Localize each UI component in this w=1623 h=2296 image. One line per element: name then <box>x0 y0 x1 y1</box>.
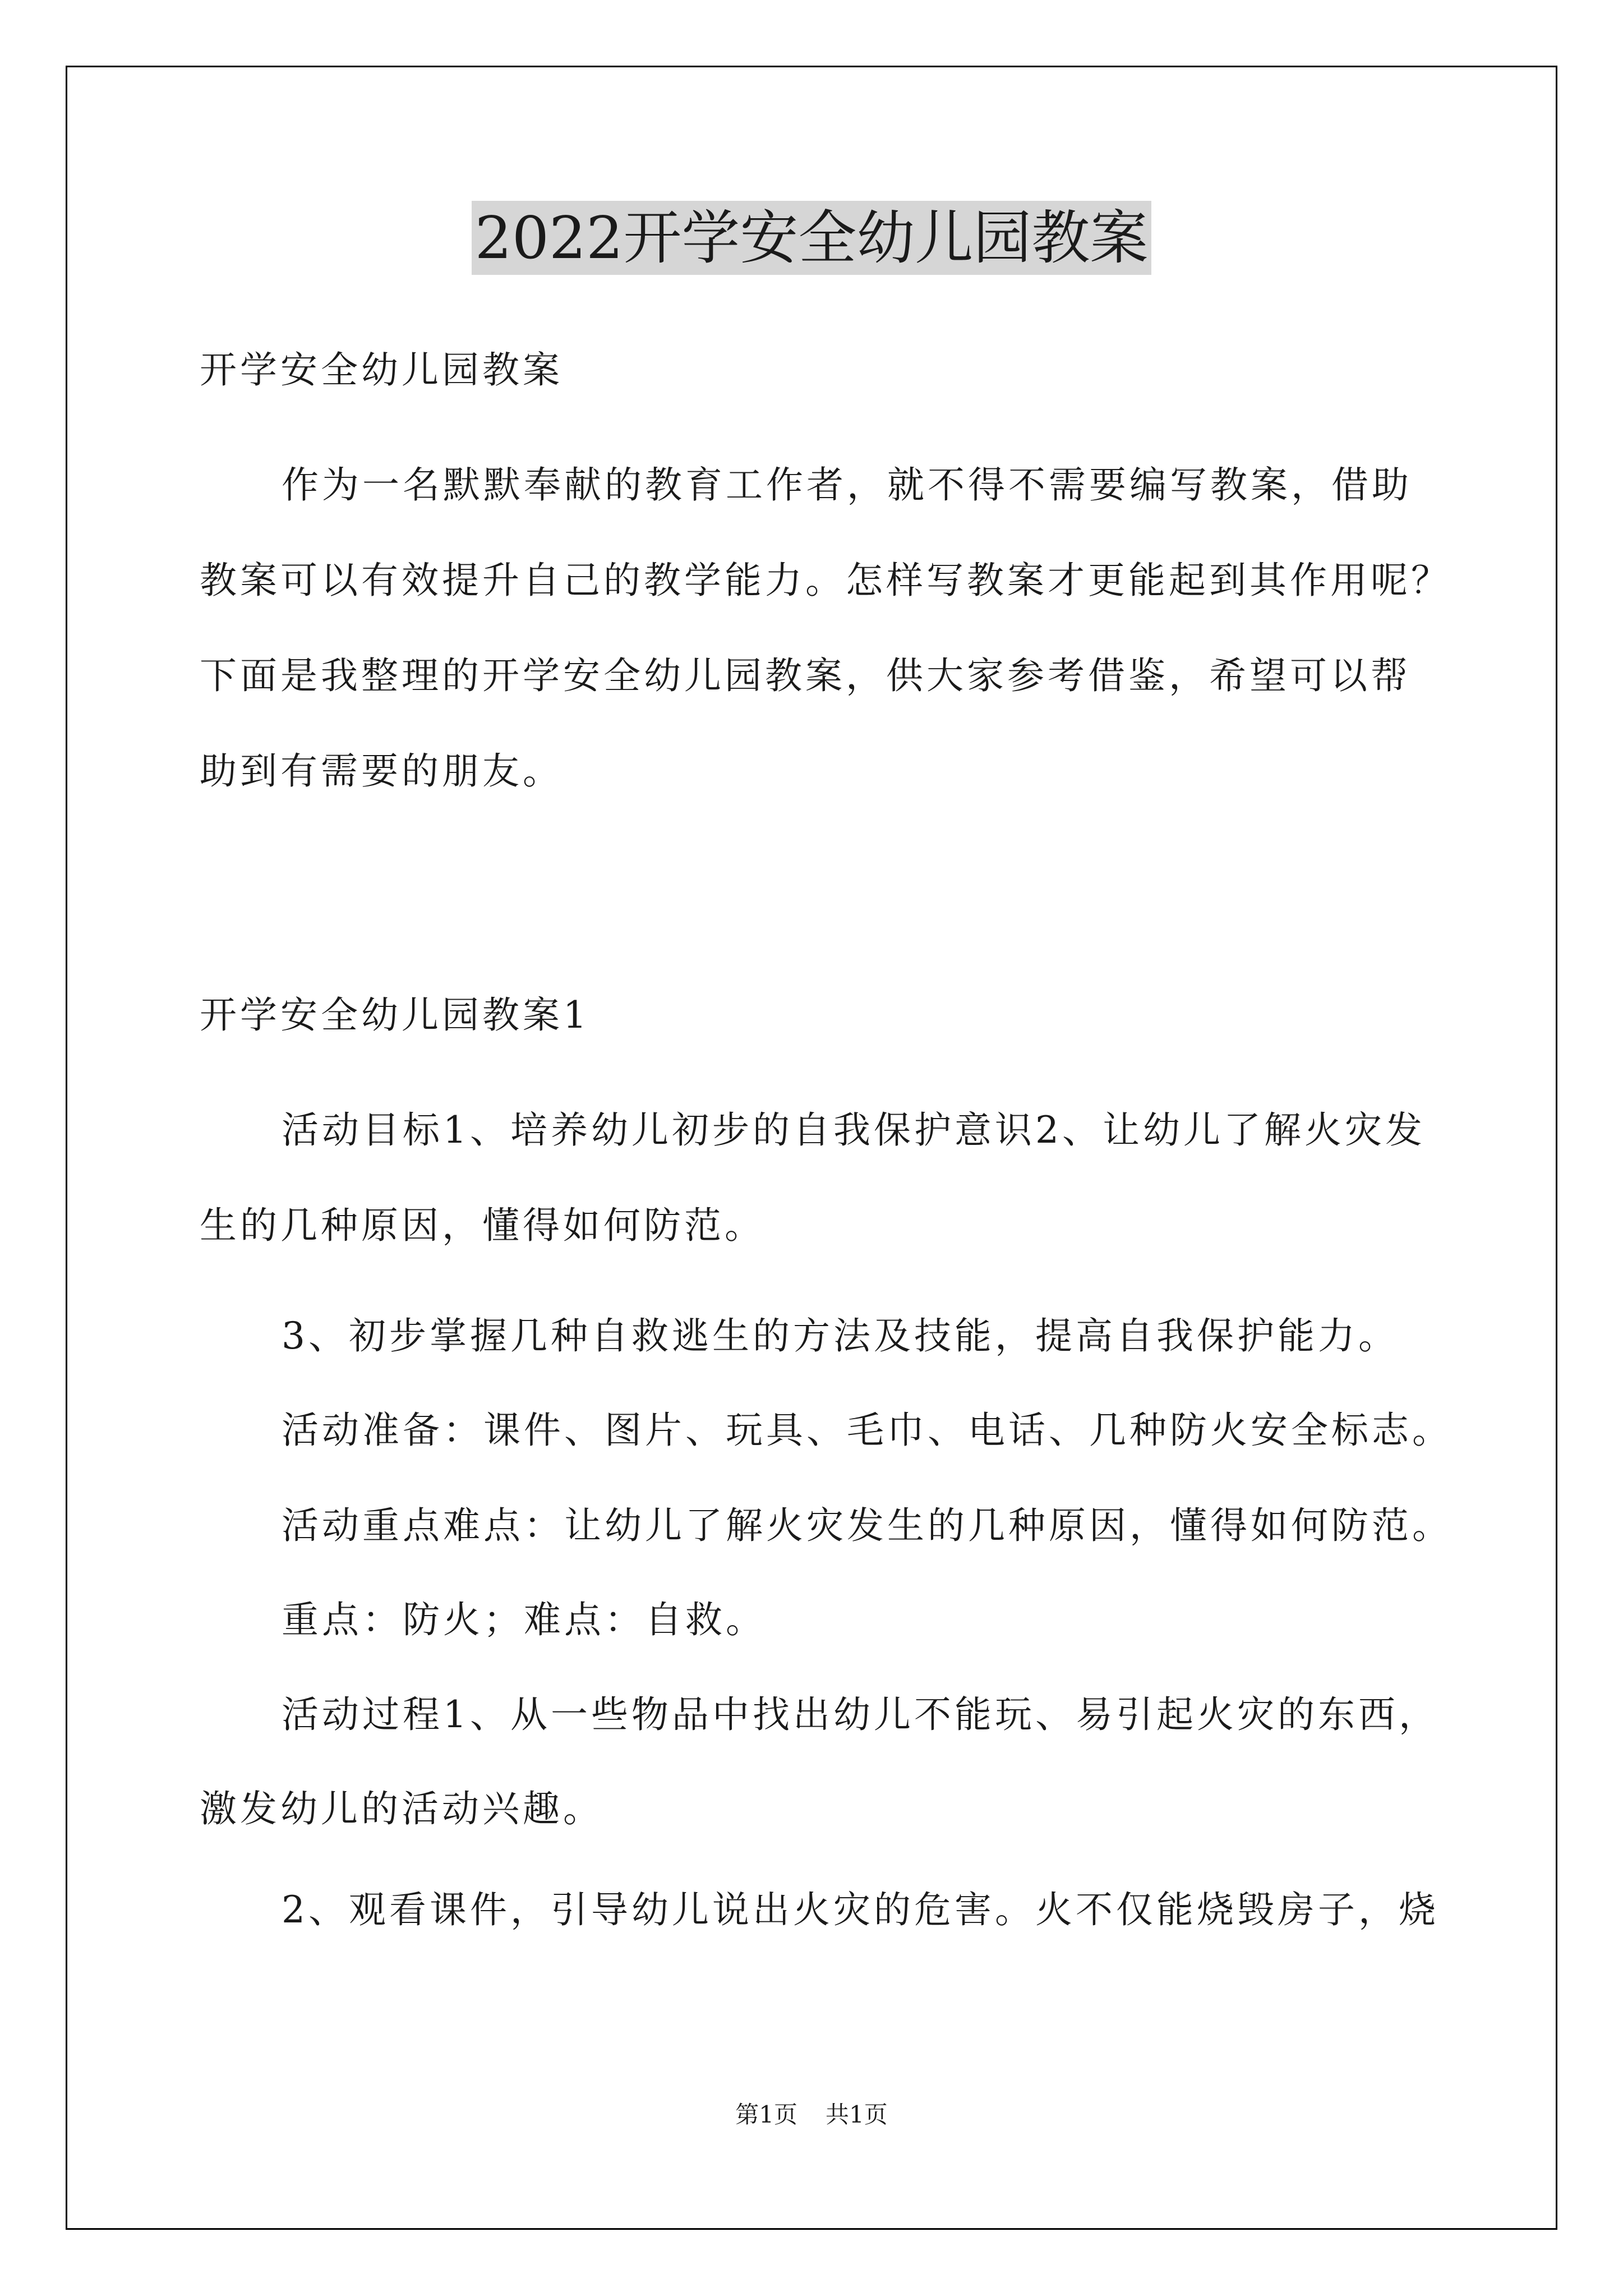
paragraph-line: 活动目标1、培养幼儿初步的自我保护意识2、让幼儿了解火灾发 <box>282 1108 1426 1152</box>
title-container <box>0 201 1623 275</box>
paragraph-line: 教案可以有效提升自己的教学能力。怎样写教案才更能起到其作用呢？ <box>200 559 1451 602</box>
paragraph-line: 作为一名默默奉献的教育工作者，就不得不需要编写教案，借助 <box>282 463 1412 507</box>
paragraph-line: 助到有需要的朋友。 <box>200 749 563 793</box>
page-number: 第1页 <box>735 2101 797 2128</box>
paragraph-line: 活动准备：课件、图片、玩具、毛巾、电话、几种防火安全标志。 <box>282 1409 1453 1452</box>
paragraph-line: 2、观看课件，引导幼儿说出火灾的危害。火不仅能烧毁房子，烧 <box>282 1888 1439 1931</box>
paragraph-line: 下面是我整理的开学安全幼儿园教案，供大家参考借鉴，希望可以帮 <box>200 654 1411 697</box>
page-total: 共1页 <box>826 2101 888 2128</box>
document-title: 2022开学安全幼儿园教案 <box>472 201 1152 275</box>
paragraph-line: 活动过程1、从一些物品中找出幼儿不能玩、易引起火灾的东西， <box>282 1693 1439 1736</box>
paragraph-line: 生的几种原因，懂得如何防范。 <box>200 1204 765 1247</box>
page-footer <box>0 2099 1623 2131</box>
paragraph-line: 3、初步掌握几种自救逃生的方法及技能，提高自我保护能力。 <box>282 1314 1399 1358</box>
section-heading: 开学安全幼儿园教案1 <box>200 993 590 1037</box>
paragraph-line: 重点：防火；难点：自救。 <box>282 1598 766 1641</box>
subtitle: 开学安全幼儿园教案 <box>200 348 563 392</box>
paragraph-line: 激发幼儿的活动兴趣。 <box>200 1787 603 1830</box>
paragraph-line: 活动重点难点：让幼儿了解火灾发生的几种原因，懂得如何防范。 <box>282 1504 1453 1547</box>
